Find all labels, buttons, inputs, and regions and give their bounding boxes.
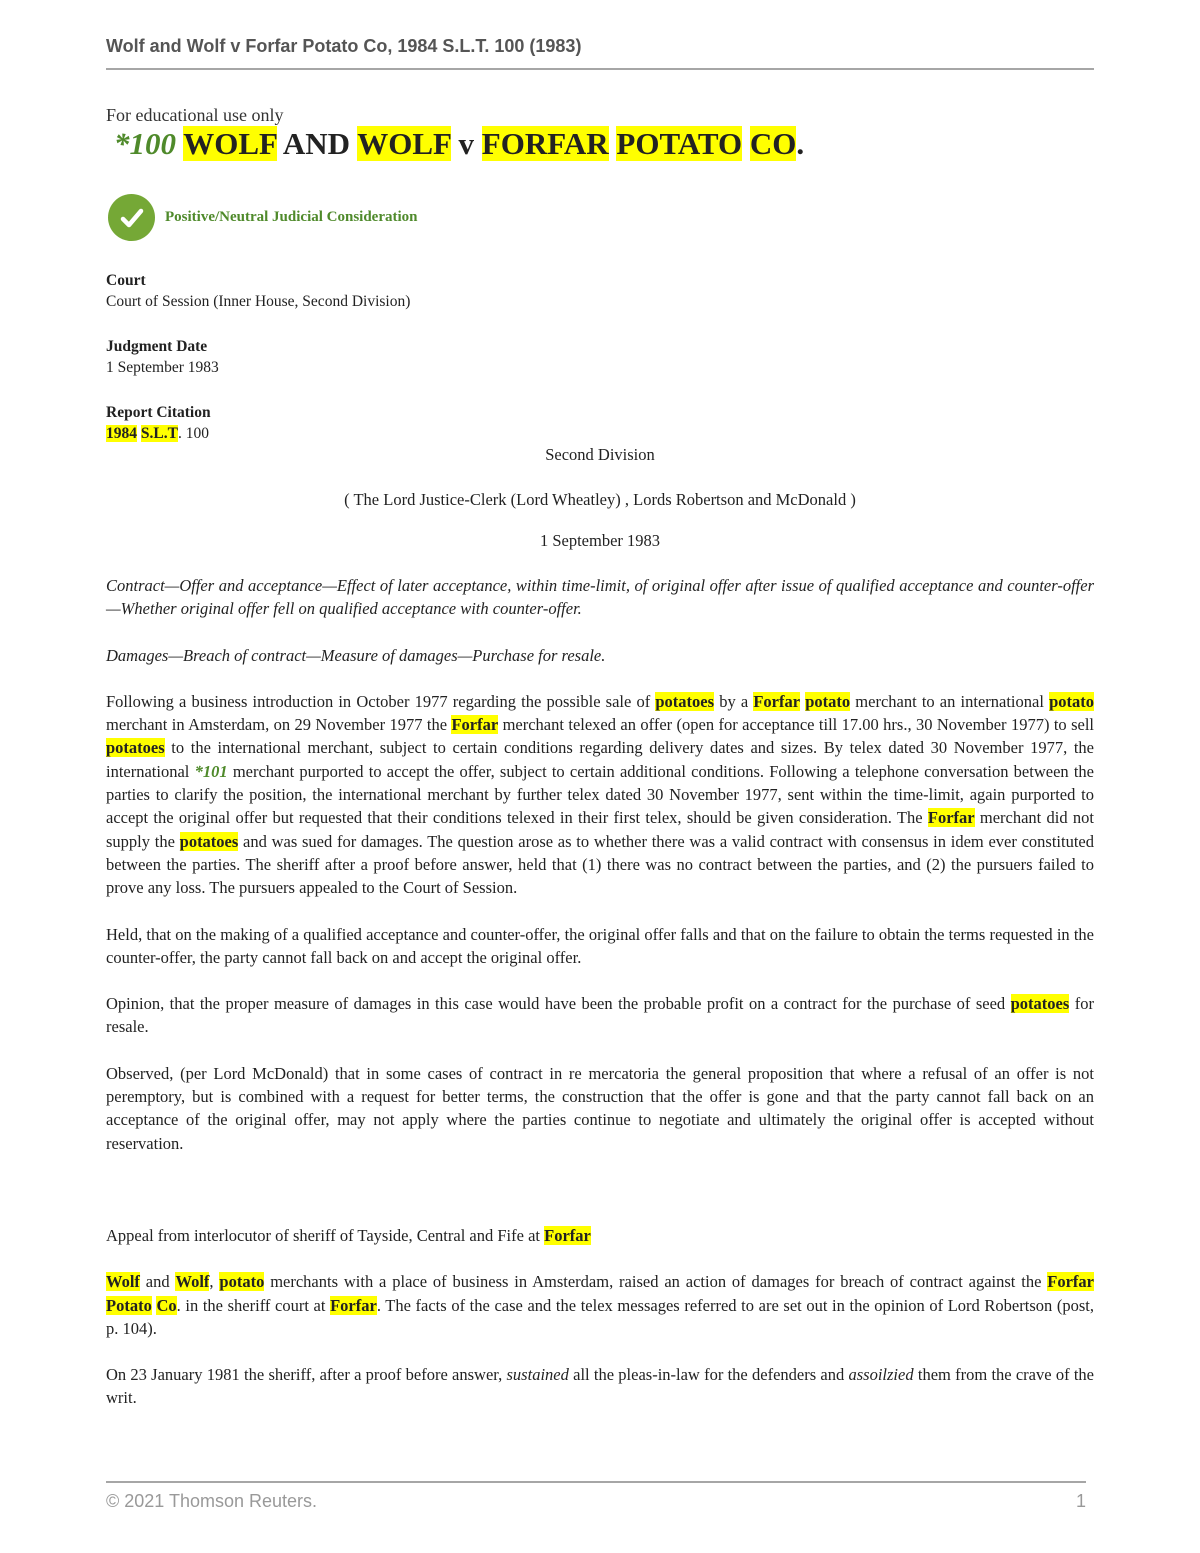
text-run: to the international merchant, subject to certain conditions regarding delivery dates and sizes. By telex dated 30 November 1977, the international [106,738,1094,781]
text-run: . The facts of the case and the telex messages referred to are set out in the opinion of Lord Robertson (post, p. 104). [106,1295,1094,1338]
case-title [114,126,804,162]
search-highlight: Co [156,1295,177,1315]
text-run: and [139,1272,176,1292]
checkmark-icon [108,194,155,241]
text-run: merchant did not supply the [106,808,1094,851]
search-highlight: Forfar [753,691,801,711]
educational-use-note: For educational use only [106,105,284,125]
title-word: WOLF [357,126,451,161]
catchwords-damages: Damages—Breach of contract—Measure of damages—Purchase for resale. [106,645,606,665]
bench: ( The Lord Justice-Clerk (Lord Wheatley) , Lords Robertson and McDonald ) [344,490,856,509]
search-highlight: potatoes [1010,994,1070,1014]
court-value: Court of Session (Inner House, Second Division) [106,293,411,310]
text-run: Following a business introduction in October 1977 regarding the possible sale of [106,691,656,711]
document-header: Wolf and Wolf v Forfar Potato Co, 1984 S.L.T. 100 (1983) [106,36,1094,70]
search-highlight: potato [1049,691,1094,711]
held-paragraph: Held, that on the making of a qualified acceptance and counter-offer, the original offer falls and that on the failure to obtain the terms requested in the counter-offer, the party cannot fall back on and accept the original offer. [106,924,1094,967]
search-highlight: Potato [106,1295,152,1315]
court-label: Court [106,272,146,289]
text-run: for resale. [106,994,1094,1037]
citation-year: 1984 [106,425,137,442]
copyright: © 2021 Thomson Reuters. [106,1491,318,1511]
observed-paragraph: Observed, (per Lord McDonald) that in some cases of contract in re mercatoria the general proposition that where a refusal of an offer is not peremptory, but is combined with a request for better terms, the construction that the offer is gone and that the party cannot fall back on an acceptance of the original offer, may not apply where the parties continue to negotiate and ultimately the original offer is accepted without reservation. [106,1063,1094,1153]
report-citation-value [106,423,211,444]
judicial-consideration-flag[interactable] [108,194,418,241]
search-highlight: Forfar [544,1225,591,1245]
spacer [106,1178,1094,1224]
report-citation-label: Report Citation [106,404,211,421]
title-word: . [796,126,805,161]
text-run: by a [714,691,754,711]
text-run: On 23 January 1981 the sheriff, after a proof before answer, [106,1365,507,1385]
text-run: Appeal from interlocutor of sheriff of Tayside, Central and Fife at [106,1225,545,1245]
text-run: merchants with a place of business in Amsterdam, raised an action of damages for breach of contract against the [264,1272,1048,1292]
text-run: and was sued for damages. The question arose as to whether there was a valid contract with consensus in idem ever constituted between the parties. The sheriff after a proof before answer, held that (1) there was no contract between the parties, and (2) the pursuers failed to prove any loss. The pursuers appealed to the Court of Session. [106,831,1094,898]
text-run: merchant telexed an offer (open for acceptance till 17.00 hrs., 30 November 1977) to sell [498,715,1094,735]
title-word: AND [282,126,350,161]
judgment-date-value: 1 September 1983 [106,359,219,376]
title-word: CO [749,126,797,161]
page-number: 1 [1075,1491,1086,1511]
search-highlight: potatoes [106,738,165,758]
sheriff-paragraph [106,1363,1094,1410]
page-footer [106,1481,1086,1512]
search-highlight: potato [219,1272,265,1292]
title-word: WOLF [183,126,277,161]
facts-paragraph [106,690,1094,900]
text-run: , [209,1272,220,1292]
parties-paragraph [106,1270,1094,1340]
search-highlight: Wolf [106,1272,140,1292]
italic-term: sustained [506,1365,569,1385]
judgment-date-label: Judgment Date [106,338,208,355]
page-reference: *100 [114,126,176,161]
judgment-date-section [106,336,219,378]
search-highlight: potatoes [655,691,715,711]
text-run: . in the sheriff court at [176,1295,331,1315]
text-run: merchant in Amsterdam, on 29 November 1977 the [106,715,452,735]
page-marker: *101 [194,761,228,781]
catchwords-contract: Contract—Offer and acceptance—Effect of later acceptance, within time-limit, of original offer after issue of qualified acceptance and counter-offer—Whether original offer fell on qualified acceptance with counter-offer. [106,576,1094,619]
appeal-paragraph [106,1224,1094,1247]
search-highlight: Forfar [1047,1272,1095,1292]
text-run: Opinion, that the proper measure of damages in this case would have been the probable profit on a contract for the purchase of seed [106,994,1011,1014]
search-highlight: Forfar [927,808,975,828]
title-word: FORFAR [481,126,609,161]
citation-reporter: S.L.T [140,425,178,442]
division: Second Division [545,445,655,464]
report-citation-section [106,402,211,444]
italic-term: assoilzied [848,1365,914,1385]
search-highlight: Forfar [451,715,499,735]
search-highlight: potatoes [179,831,239,851]
decision-date: 1 September 1983 [539,531,661,550]
title-word: POTATO [616,126,743,161]
flag-label: Positive/Neutral Judicial Consideration [165,209,418,225]
search-highlight: Wolf [175,1272,210,1292]
text-run: merchant to an international [850,691,1050,711]
document-body [106,574,1094,1433]
search-highlight: Forfar [330,1295,377,1315]
title-word: v [458,126,475,161]
text-run: them from the crave of the writ. [106,1365,1094,1408]
court-section [106,270,410,312]
search-highlight: potato [805,691,851,711]
citation-rest: . 100 [177,425,209,442]
text-run: merchant purported to accept the offer, subject to certain additional conditions. Following a telephone conversation between the parties to clarify the position, the international merchant by further telex dated 30 November 1977, sent within the time-limit, again purported to accept the original offer but requested that their conditions telexed in their first telex, should be given consideration. The [106,761,1095,828]
text-run: all the pleas-in-law for the defenders and [568,1365,849,1385]
opinion-paragraph [106,992,1094,1039]
